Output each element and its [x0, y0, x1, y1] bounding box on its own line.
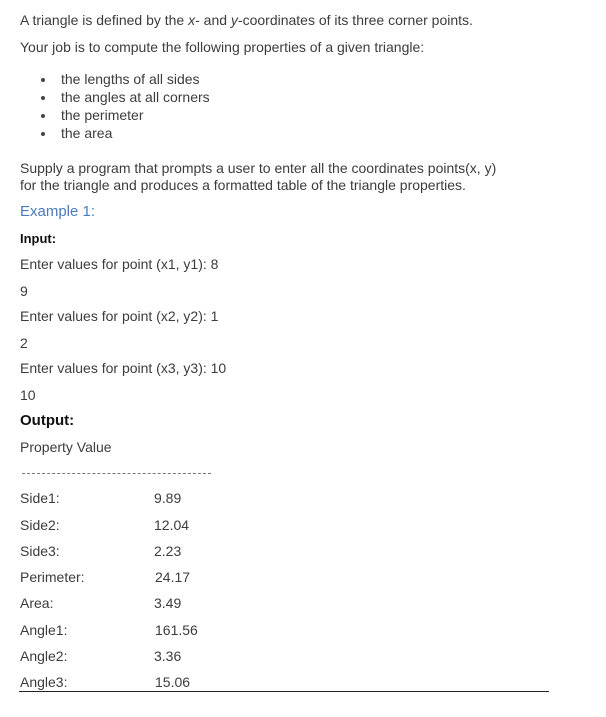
intro-x: x [188, 12, 196, 28]
bullet-dot [41, 132, 45, 136]
intro-line-2: Your job is to compute the following properties of a given triangle: [20, 39, 425, 55]
output-label: Output: [20, 412, 75, 429]
input-value-1: 9 [20, 283, 28, 299]
intro-text-c: -coordinates of its three corner points. [237, 12, 473, 28]
input-value-2: 2 [20, 335, 28, 351]
supply-line-2: for the triangle and produces a formatted table of the triangle properties. [20, 177, 466, 193]
input-prompt-2: Enter values for point (x2, y2): 1 [20, 308, 219, 324]
bullet-item: the angles at all corners [61, 89, 210, 105]
row-label: Angle3: [20, 674, 68, 690]
table-header: Property Value [20, 439, 112, 455]
row-value: 9.89 [154, 490, 182, 506]
intro-line-1 [20, 12, 473, 28]
row-value: 12.04 [154, 517, 190, 533]
input-prompt-1: Enter values for point (x1, y1): 8 [20, 256, 219, 272]
row-value: 3.36 [154, 648, 182, 664]
intro-text-a: A triangle is defined by the [20, 12, 189, 28]
row-value: 15.06 [155, 674, 191, 690]
row-label: Side3: [20, 543, 60, 559]
bullet-item: the area [61, 125, 113, 141]
intro-y: y [230, 12, 238, 28]
bullet-dot [41, 114, 45, 118]
input-label: Input: [20, 231, 57, 246]
intro-text-b: - and [195, 12, 231, 28]
row-label: Perimeter: [20, 569, 85, 585]
bullet-item: the lengths of all sides [61, 71, 200, 87]
row-label: Side1: [20, 490, 60, 506]
bullet-dot [41, 96, 45, 100]
supply-line-1: Supply a program that prompts a user to enter all the coordinates points(x, y) [20, 160, 497, 176]
input-value-3: 10 [20, 387, 36, 403]
row-value: 161.56 [155, 622, 198, 638]
row-label: Angle2: [20, 648, 68, 664]
row-label: Area: [20, 595, 54, 611]
bullet-dot [41, 78, 45, 82]
row-value: 3.49 [154, 595, 182, 611]
table-divider [22, 473, 211, 474]
row-label: Angle1: [20, 622, 68, 638]
row-label: Side2: [20, 517, 60, 533]
row-value: 2.23 [154, 543, 182, 559]
table-bottom-rule [19, 691, 549, 692]
bullet-item: the perimeter [61, 107, 144, 123]
input-prompt-3: Enter values for point (x3, y3): 10 [20, 360, 227, 376]
row-value: 24.17 [155, 569, 191, 585]
example-title: Example 1: [20, 203, 96, 220]
